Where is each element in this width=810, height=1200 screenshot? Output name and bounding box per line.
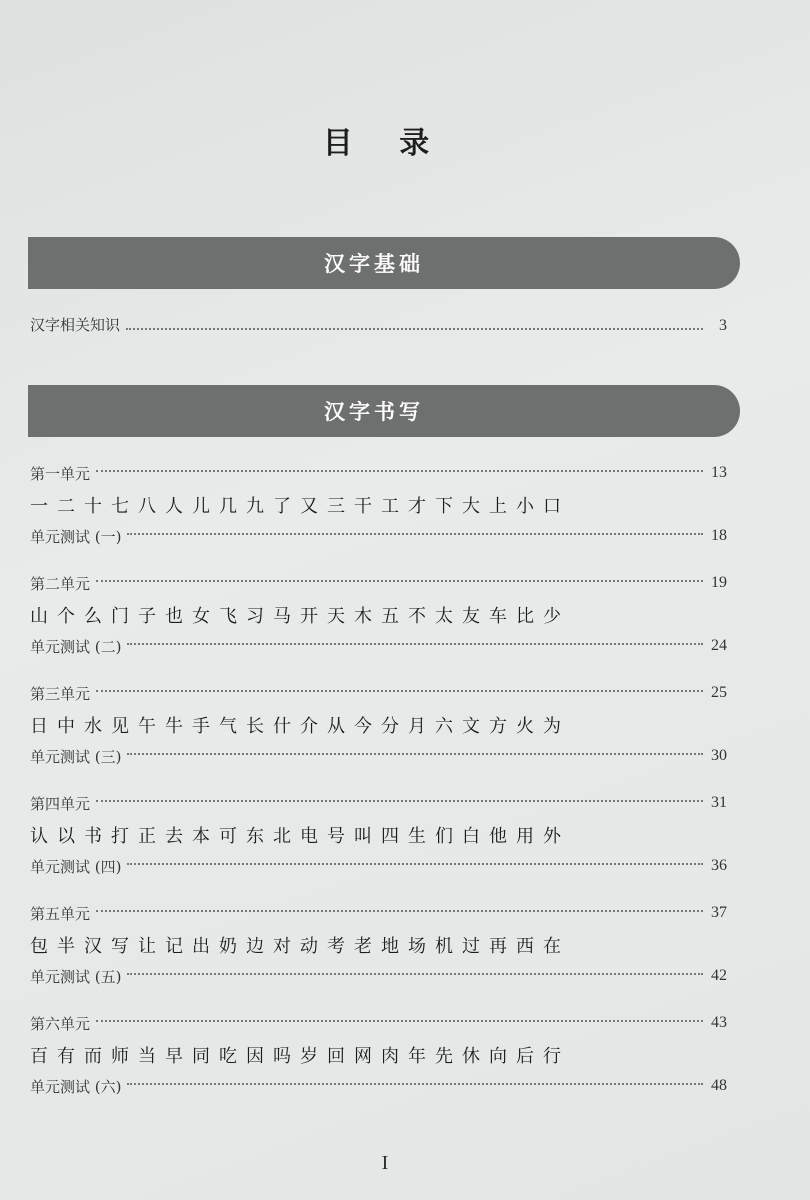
unit-block [30, 456, 727, 566]
unit-characters: 一二十七八人儿几九了又三干工才下大上小口 [30, 496, 570, 517]
unit-characters: 百有而师当早同吃因吗岁回网肉年先休向后行 [30, 1046, 570, 1067]
unit-page: 43 [711, 1014, 727, 1031]
section-banner-writing: 汉字书写 [28, 385, 740, 437]
toc-entry-unit[interactable] [30, 786, 727, 820]
unit-test-title: 单元测试 (四) [30, 857, 122, 876]
dot-leader [126, 328, 703, 330]
toc-entry-unit-test[interactable] [30, 740, 727, 772]
unit-title: 第三单元 [30, 684, 91, 703]
unit-test-title: 单元测试 (三) [30, 747, 122, 766]
toc-entry-unit[interactable] [30, 566, 727, 600]
unit-page: 37 [711, 904, 727, 921]
unit-test-page: 36 [711, 857, 727, 874]
unit-test-title: 单元测试 (一) [30, 527, 122, 546]
unit-block [30, 1006, 727, 1116]
dot-leader [96, 800, 703, 802]
dot-leader [96, 1020, 703, 1022]
unit-page: 31 [711, 794, 727, 811]
unit-title: 第五单元 [30, 904, 91, 923]
unit-title: 第一单元 [30, 464, 91, 483]
dot-leader [96, 690, 703, 692]
unit-title: 第二单元 [30, 574, 91, 593]
unit-test-page: 30 [711, 747, 727, 764]
unit-test-page: 42 [711, 967, 727, 984]
toc-entry-label: 汉字相关知识 [30, 316, 121, 334]
unit-test-title: 单元测试 (五) [30, 967, 122, 986]
unit-block [30, 566, 727, 676]
unit-characters: 包半汉写让记出奶边对动考老地场机过再西在 [30, 936, 570, 957]
toc-entry-unit-test[interactable] [30, 520, 727, 552]
dot-leader [127, 533, 703, 535]
dot-leader [96, 580, 703, 582]
toc-entry-unit[interactable] [30, 896, 727, 930]
unit-test-title: 单元测试 (六) [30, 1077, 122, 1096]
dot-leader [127, 753, 703, 755]
unit-test-title: 单元测试 (二) [30, 637, 122, 656]
unit-page: 19 [711, 574, 727, 591]
unit-title: 第六单元 [30, 1014, 91, 1033]
toc-entry-unit-test[interactable] [30, 850, 727, 882]
unit-page: 13 [711, 464, 727, 481]
unit-page: 25 [711, 684, 727, 701]
dot-leader [127, 1083, 703, 1085]
unit-block [30, 676, 727, 786]
dot-leader [127, 863, 703, 865]
toc-entry-basic-knowledge[interactable] [30, 314, 727, 335]
dot-leader [127, 643, 703, 645]
unit-characters: 认以书打正去本可东北电号叫四生们白他用外 [30, 826, 570, 847]
toc-entry-unit-test[interactable] [30, 1070, 727, 1102]
toc-entry-unit[interactable] [30, 456, 727, 490]
unit-list [30, 456, 727, 1116]
dot-leader [127, 973, 703, 975]
dot-leader [96, 910, 703, 912]
dot-leader [96, 470, 703, 472]
unit-characters: 山个么门子也女飞习马开天木五不太友车比少 [30, 606, 570, 627]
unit-block [30, 786, 727, 896]
section-banner-basics: 汉字基础 [28, 237, 740, 289]
unit-test-page: 24 [711, 637, 727, 654]
toc-entry-unit-test[interactable] [30, 630, 727, 662]
toc-entry-unit-test[interactable] [30, 960, 727, 992]
toc-entry-unit[interactable] [30, 1006, 727, 1040]
unit-block [30, 896, 727, 1006]
unit-test-page: 48 [711, 1077, 727, 1094]
toc-entry-unit[interactable] [30, 676, 727, 710]
unit-title: 第四单元 [30, 794, 91, 813]
toc-entry-page: 3 [719, 317, 727, 334]
unit-test-page: 18 [711, 527, 727, 544]
page-title: 目 录 [322, 126, 448, 161]
unit-characters: 日中水见午牛手气长什介从今分月六文方火为 [30, 716, 570, 737]
page-number: I [381, 1152, 389, 1174]
